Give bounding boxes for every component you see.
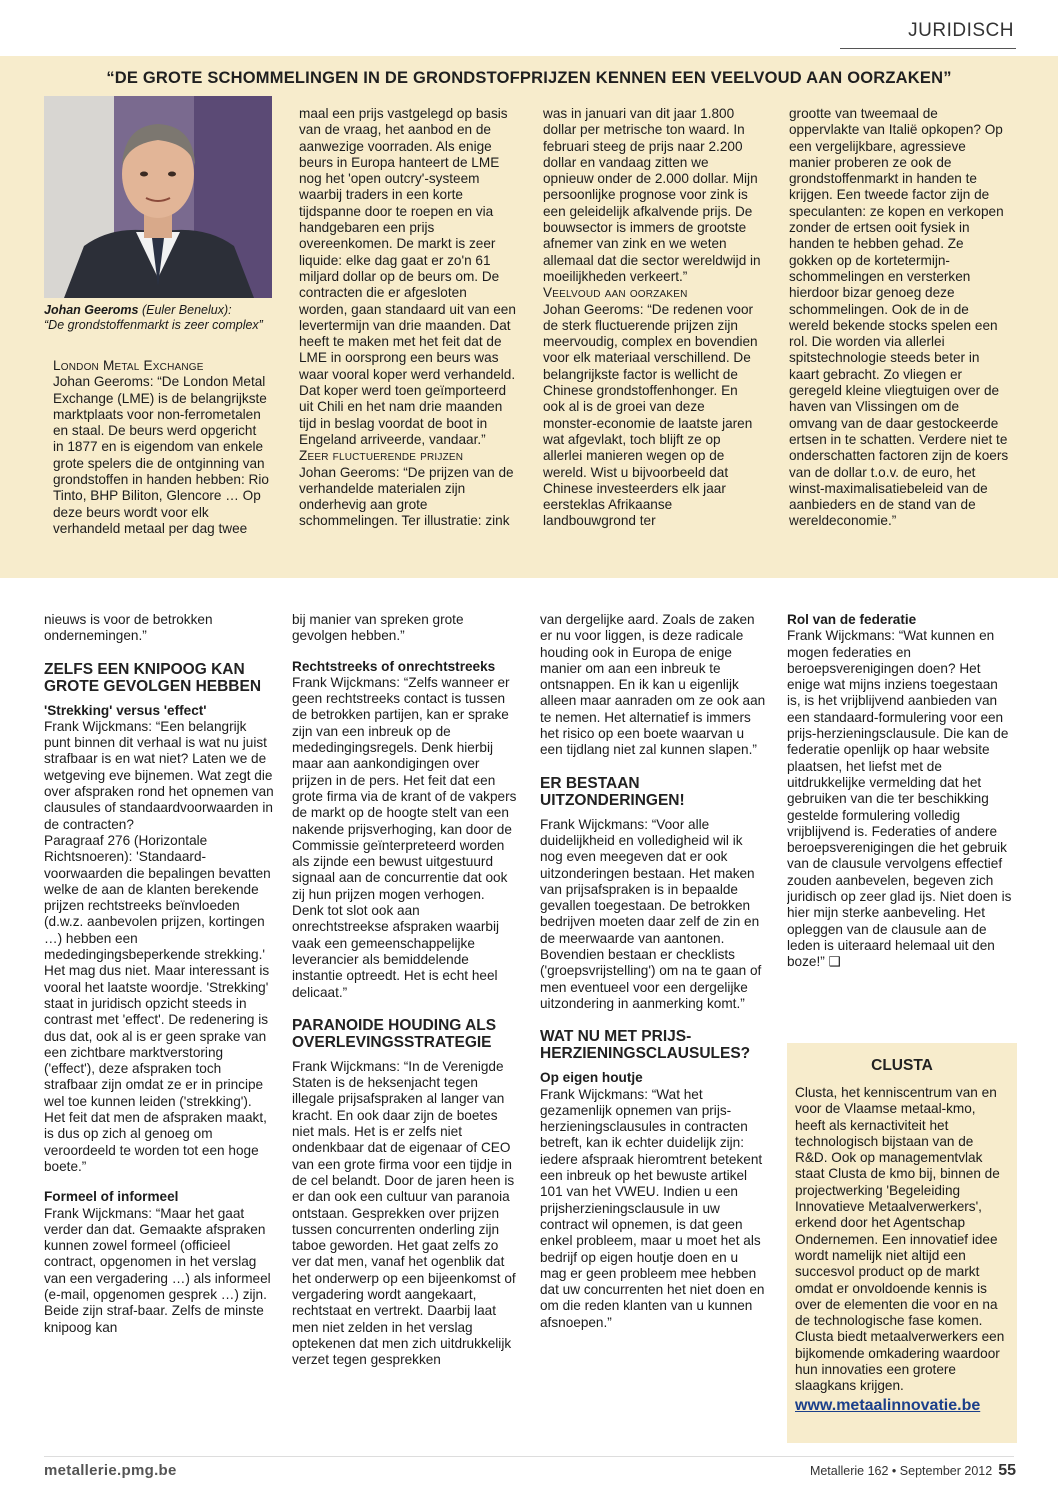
boxed-paragraph: Johan Geeroms: “De London Metal Exchange (LME) is de belangrijkste marktplaats voor non-ferrometalen en staal. De beurs werd opgericht in 1877 en is eigendom van enkele grote spelers die de ontginning van grondstoffen in handen hebben: Rio Tinto, BHP Biliton, Glencore … Op deze beurs wordt voor elk verhandeld metaal per dag twee: [53, 374, 269, 536]
boxed-column-4: [789, 106, 1011, 576]
heading-zelfs-een-knipoog: ZELFS EEN KNIPOOG KAN GROTE GEVOLGEN HEBBEN: [44, 660, 262, 695]
section-rule: [840, 48, 1016, 49]
boxed-paragraph: Johan Geeroms: “De redenen voor de sterk fluctuerende prijzen zijn meervoudig, complex en bovendien voor elk materiaal verschillend. De belangrijkste factor is wellicht de Chinese grondstoffenhonger. En ook al is de groei van deze monster-economie de laatste jaren wat afgevlakt, toch blijft ze op allerlei manieren wegen op de wereld. Wist u bijvoorbeeld dat Chinese investeerders elk jaar eersteklas Afrikaanse landbouwgrond ter: [543, 301, 758, 529]
paragraph: [787, 628, 1015, 970]
subheading-london-metal-exchange: London Metal Exchange: [53, 358, 204, 373]
section-label: JURIDISCH: [908, 20, 1014, 41]
footer-site-link[interactable]: metallerie.pmg.be: [44, 1462, 177, 1479]
main-column-1: [44, 612, 276, 1452]
footer-rule: [44, 1456, 1014, 1457]
boxed-column-3: [543, 106, 761, 576]
paragraph: Frank Wijckmans: “Zelfs wanneer er geen rechtstreeks contact is tussen de betrokken partijen, kan er sprake zijn van een inbreuk op de mededingingsregels. Denk hierbij maar aan aankondigingen over prijzen in de pers. Het feit dat een grote firma via de krant of de vakpers de markt op de hoogte stelt van een nakende prijsverhoging, kan door de Commissie geïnterpreteerd worden als zijnde een bewust uitgestuurd signaal aan de concurrentie dat ook zij hun prijzen mogen verhogen. Denk tot slot ook aan onrechtstreekse afspraken waarbij vaak een gemeenschappelijke leverancier als bemiddelende instantie optreedt. Het is echt heel delicaat.”: [292, 674, 517, 1000]
boxed-article-title: “DE GROTE SCHOMMELINGEN IN DE GRONDSTOFPRIJZEN KENNEN EEN VEELVOUD AAN OORZAKEN”: [106, 69, 952, 87]
main-column-4: [787, 612, 1015, 1032]
subheading-rechtstreeks-of-onrechtstreeks: Rechtstreeks of onrechtstreeks: [292, 658, 496, 674]
paragraph: Frank Wijckmans: “In de Verenigde Staten is de heksenjacht tegen illegale prijsafspraken al langer van kracht. En ook daar zijn de boetes niet mals. Het is er zelfs niet ondenkbaar dat de eigenaar of CEO van een grote firma voor een tijdje in de cel belandt. Door de jaren heen is er dan ook een cultuur van paranoia ontstaan. Gesprekken over prijzen tussen concurrenten onderling zijn taboe geworden. Het gaat zelfs zo ver dat men, vanaf het ogenblik dat het onderwerp op een bijeenkomst of vergadering wordt aangekaart, rechtstaat en vertrekt. Daarbij laat men niet zelden in het verslag optekenen dat men zich uitdrukkelijk verzet tegen gesprekken: [292, 1058, 516, 1368]
paragraph: Frank Wijckmans: “Wat het gezamenlijk opnemen van prijs-herzieningsclausules in contracten betreft, kan ik echter duidelijk zijn: iedere afspraak hieromtrent betekent een inbreuk op het bewuste artikel 101 van het VWEU. Indien u een prijsherzieningsclausule in uw contract wil opnemen, is dat geen enkel probleem, maar u moet het als bedrijf op eigen houtje doen en u mag er geen probleem mee hebben dat uw concurrenten het niet doen en om die reden klanten van u kunnen afsnoepen.”: [540, 1086, 765, 1330]
clusta-website-link[interactable]: www.metaalinnovatie.be: [795, 1396, 981, 1414]
page-number: 55: [998, 1462, 1016, 1479]
footer-issue-info: [810, 1462, 1016, 1480]
portrait-photo: [44, 96, 272, 298]
main-column-3: [540, 612, 766, 1452]
caption-quote: “De grondstoffenmarkt is zeer complex”: [44, 318, 263, 332]
paragraph: Frank Wijckmans: “Voor alle duidelijkheid en volledigheid wil ik nog even meegeven dat er ook uitzonderingen bestaan. Het maken van prijsafspraken is in bepaalde gevallen toegestaan. De betrokken bedrijven moeten daar zelf de zin en de meerwaarde van aantonen. Bovendien bestaan er checklists ('groepsvrijstelling') om na te gaan of men eventueel voor een dergelijke uitzondering in aanmerking komt.”: [540, 816, 762, 1011]
clusta-text: Clusta, het kenniscentrum van en voor de Vlaamse metaal-kmo, heeft als kernactiviteit het technologisch bijstaan van de R&D. Ook op managementvlak staat Clusta de kmo bij, binnen de projectwerking 'Begeleiding Innovatieve Metaalverwerkers', erkend door het Agentschap Ondernemen. Een innovatief idee wordt namelijk niet altijd een succesvol product op de markt omdat er onvoldoende kennis is over de elementen die voor en na de technologische fase komen. Clusta biedt metaalverwerkers een bijkomende omkadering waardoor hun innovaties een grotere slaagkans krijgen.: [795, 1085, 1005, 1394]
boxed-paragraph: grootte van tweemaal de oppervlakte van Italië opkopen? Op een vergelijkbare, agressieve manier proberen ze ook de grondstoffenmarkt in handen te krijgen. Een tweede factor zijn de speculanten: ze kopen en verkopen zonder de ertsen ooit fysiek in handen te hebben gehad. Ze gokken op de kortetermijn-schommelingen en versterken hierdoor bizar genoeg deze schommelingen. Ook de in de wereld bekende stocks spelen een rol. Die worden via allerlei spitstechnologie steeds beter in kaart gebracht. Zo vliegen er geregeld kleine vliegtuigen over de haven van Vlissingen om de omvang van de daar gestockeerde ertsen in te schatten. Verdere niet te onderschatten factoren zijn de koers van de dollar t.o.v. de euro, het winst-maximalisatiebeleid van de aanbieders en de stand van de wereldeconomie.”: [789, 106, 1009, 529]
caption-org: (Euler Benelux):: [138, 303, 232, 317]
footer-issue: Metallerie 162 • September 2012: [809, 1464, 993, 1478]
heading-wat-nu-met-prijsherzieningsclausules: WAT NU MET PRIJS-HERZIENINGSCLAUSULES?: [540, 1028, 751, 1063]
main-column-2: [292, 612, 520, 1452]
heading-er-bestaan-uitzonderingen: ER BESTAAN UITZONDERINGEN!: [540, 774, 685, 809]
clusta-sidebar: [787, 1043, 1017, 1443]
paragraph: nieuws is voor de betrokken ondernemingen.”: [44, 612, 213, 644]
paragraph-text: Frank Wijckmans: “Wat kunnen en mogen federaties en beroepsverenigingen doen? Het enige wat mijns inziens toegestaan is, is het vrijblijvend aanbieden van een standaard-formulering voor een prijs-herzieningsclausule. Die kan de federatie openlijk op haar website plaatsen, het liefst met de uitdrukkelijke vermelding dat het gebruiken van die ter beschikking gestelde formulering volledig vrijblijvend is. Federaties of andere beroepsverenigingen die het gebruik van de clausule vervolgens effectief zouden aanbevelen, begeven zich juridisch op zeer glad ijs. Niet doen is hier mijn sterke aanbeveling. Het opleggen van de clausule aan de leden is uiteraard helemaal uit den boze!”: [787, 628, 1012, 970]
subheading-op-eigen-houtje: Op eigen houtje: [540, 1070, 643, 1086]
boxed-column-2: [299, 106, 517, 576]
portrait-illustration: [44, 96, 272, 298]
paragraph: Frank Wijckmans: “Maar het gaat verder dan dat. Gemaakte afspraken kunnen zowel formeel (officieel contract, opgenomen in het verslag van een vergadering …) als informeel (e-mail, opgenomen gesprek …) zijn. Beide zijn straf-baar. Zelfs de minste knipoog kan: [44, 1205, 271, 1335]
subheading-rol-van-de-federatie: Rol van de federatie: [787, 612, 917, 627]
photo-caption: [44, 303, 274, 333]
paragraph: Paragraaf 276 (Horizontale Richtsnoeren): 'Standaard-voorwaarden die bepalingen bevatten welke de aan de klanten berekende prijzen rechtstreeks beïnvloeden (d.w.z. aanbevolen prijzen, kortingen …) hebben een mededingingsbeperkende strekking.' Het mag dus niet. Maar interessant is vooral het laatste woordje. 'Strekking' staat in juridisch opzicht steeds in contrast met 'effect'. De redenering is dus dat, ook al is er geen sprake van een zichtbare marktverstoring ('effect'), deze afspraken toch strafbaar zijn omdat ze er in principe wel toe kunnen leiden ('strekking'). Het feit dat men de afspraken maakt, is dus op zich al genoeg om veroordeeld te worden tot een hoge boete.”: [44, 832, 271, 1174]
boxed-paragraph: maal een prijs vastgelegd op basis van de vraag, het aanbod en de aanwezige voorraden. Als enige beurs in Europa hanteert de LME nog het 'open outcry'-systeem waarbij traders in een korte tijdspanne door te roepen en via handgebaren een prijs overeenkomen. De markt is zeer liquide: elke dag gaat er zo'n 61 miljard dollar op de beurs om. De contracten die er afgesloten worden, gaan standaard uit van een levertermijn van drie maanden. Dat heeft te maken met het feit dat de LME in oorsprong een beurs was waar vooral koper werd verhandeld. Dat koper werd toen geïmporteerd uit Chili en het nam drie maanden tijd in beslag voordat de boot in Engeland arriveerde, vandaar.”: [299, 106, 516, 447]
paragraph: bij manier van spreken grote gevolgen hebben.”: [292, 612, 464, 644]
caption-name: Johan Geeroms: [44, 303, 139, 317]
paragraph: van dergelijke aard. Zoals de zaken er nu voor liggen, is deze radicale houding ook in Europa de enige manier om aan een inbreuk te ontsnappen. En ik kan u eigenlijk alleen maar aanraden om ze ook aan te nemen. Het alternatief is immers het risico op een boete waarvan u een tijdlang niet zal kunnen slapen.”: [540, 612, 766, 758]
boxed-paragraph: was in januari van dit jaar 1.800 dollar per metrische ton waard. In februari steeg de prijs naar 2.200 dollar en vandaag zitten we opnieuw onder de 2.000 dollar. Mijn persoonlijke prognose voor zink is een geleidelijk afkalvende prijs. De bouwsector is immers de grootste afnemer van zink en we weten allemaal dat die sector wereldwijd in moeilijkheden verkeert.”: [543, 106, 761, 284]
boxed-column-1: [53, 358, 269, 574]
subheading-strekking-versus-effect: 'Strekking' versus 'effect': [44, 702, 207, 718]
paragraph: Frank Wijckmans: “Een belangrijk punt binnen dit verhaal is wat nu juist strafbaar is en wat niet? Laten we de wetgeving eve bijnemen. Wat zegt die over afspraken rond het opnemen van clausules of standaardvoorwaarden in de contracten?: [44, 718, 274, 832]
subheading-formeel-of-informeel: Formeel of informeel: [44, 1189, 179, 1205]
end-of-article-icon: ❑: [828, 954, 841, 970]
subheading-veelvoud-aan-oorzaken: Veelvoud aan oorzaken: [543, 285, 688, 301]
boxed-paragraph: Johan Geeroms: “De prijzen van de verhandelde materialen zijn onderhevig aan grote schommelingen. Ter illustratie: zink: [299, 464, 514, 529]
clusta-title: CLUSTA: [871, 1057, 933, 1074]
heading-paranoide-houding: PARANOIDE HOUDING ALS OVERLEVINGSSTRATEGIE: [292, 1016, 497, 1051]
subheading-zeer-fluctuerende-prijzen: Zeer fluctuerende prijzen: [299, 448, 464, 464]
